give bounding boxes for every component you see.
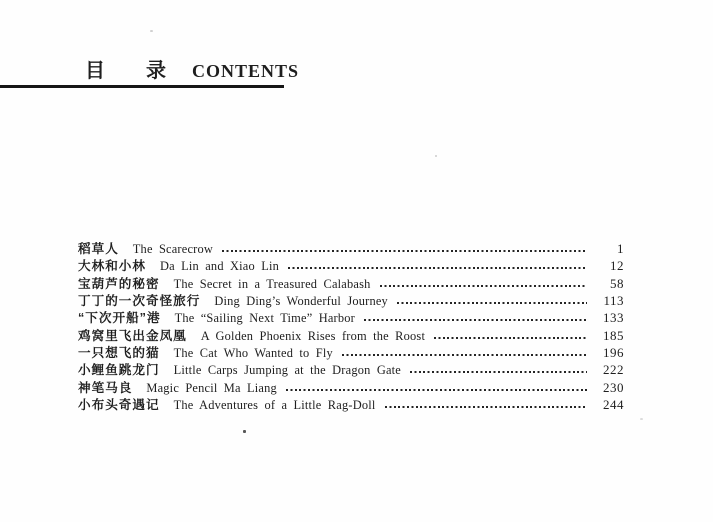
dot-leader <box>222 250 587 252</box>
toc-page-number: 196 <box>603 345 624 361</box>
toc-page-number: 244 <box>603 397 624 413</box>
toc-page-number: 113 <box>603 293 624 309</box>
dot-leader <box>410 371 587 373</box>
toc-title-chinese: 宝葫芦的秘密 <box>78 276 160 291</box>
toc-title-chinese: 大林和小林 <box>78 259 146 274</box>
header-contents-label: CONTENTS <box>192 61 300 81</box>
toc-entry <box>78 273 624 290</box>
header-char-mu: 目 <box>85 60 105 82</box>
toc-title-english: The “Sailing Next Time” Harbor <box>174 311 355 326</box>
toc-title-chinese: 神笔马良 <box>78 380 133 395</box>
dot-leader <box>385 406 587 408</box>
toc-entry <box>78 238 624 255</box>
toc-title-english: A Golden Phoenix Rises from the Roost <box>200 328 426 343</box>
toc-entry <box>78 394 624 411</box>
toc-entry <box>78 377 624 394</box>
toc-list <box>78 238 624 411</box>
header-char-lu: 录 <box>146 60 166 82</box>
toc-entry <box>78 255 624 272</box>
dot-leader <box>434 337 587 339</box>
toc-title-chinese: 一只想飞的猫 <box>78 346 160 361</box>
toc-title-english: Magic Pencil Ma Liang <box>146 380 277 395</box>
scan-speck <box>640 418 643 420</box>
toc-title-english: The Cat Who Wanted to Fly <box>173 346 333 361</box>
toc-title-chinese: 小鲤鱼跳龙门 <box>78 363 160 378</box>
dot-leader <box>342 354 587 356</box>
toc-title-chinese: 丁丁的一次奇怪旅行 <box>78 294 201 309</box>
header-rule <box>0 85 284 88</box>
toc-page-number: 185 <box>603 327 624 343</box>
dot-leader <box>364 319 587 321</box>
toc-entry <box>78 359 624 376</box>
toc-title-english: The Adventures of a Little Rag-Doll <box>173 398 376 413</box>
toc-entry <box>78 342 624 359</box>
toc-page-number: 230 <box>603 379 624 395</box>
toc-title-english: Ding Ding’s Wonderful Journey <box>214 294 388 309</box>
toc-page-number: 222 <box>603 362 624 378</box>
contents-header <box>85 54 299 83</box>
dot-leader <box>288 267 587 269</box>
toc-page-number: 1 <box>617 241 624 256</box>
dot-leader <box>380 285 587 287</box>
toc-title-english: Little Carps Jumping at the Dragon Gate <box>173 363 402 378</box>
scan-speck <box>150 30 153 32</box>
toc-page-number: 133 <box>603 310 624 326</box>
toc-page-number: 58 <box>610 275 624 291</box>
dot-leader <box>286 389 587 391</box>
toc-title-english: Da Lin and Xiao Lin <box>159 259 279 274</box>
scan-speck <box>243 430 246 433</box>
toc-title-chinese: “下次开船”港 <box>78 311 161 326</box>
toc-entry <box>78 290 624 307</box>
toc-title-chinese: 鸡窝里飞出金凤凰 <box>78 328 187 343</box>
toc-title-english: The Scarecrow <box>132 242 214 256</box>
toc-title-chinese: 小布头奇遇记 <box>78 398 160 413</box>
toc-entry <box>78 307 624 324</box>
toc-title-english: The Secret in a Treasured Calabash <box>173 276 371 291</box>
dot-leader <box>397 302 587 304</box>
scan-speck <box>435 155 437 157</box>
toc-page-number: 12 <box>610 258 624 274</box>
toc-title-chinese: 稻草人 <box>78 242 119 256</box>
toc-entry <box>78 325 624 342</box>
